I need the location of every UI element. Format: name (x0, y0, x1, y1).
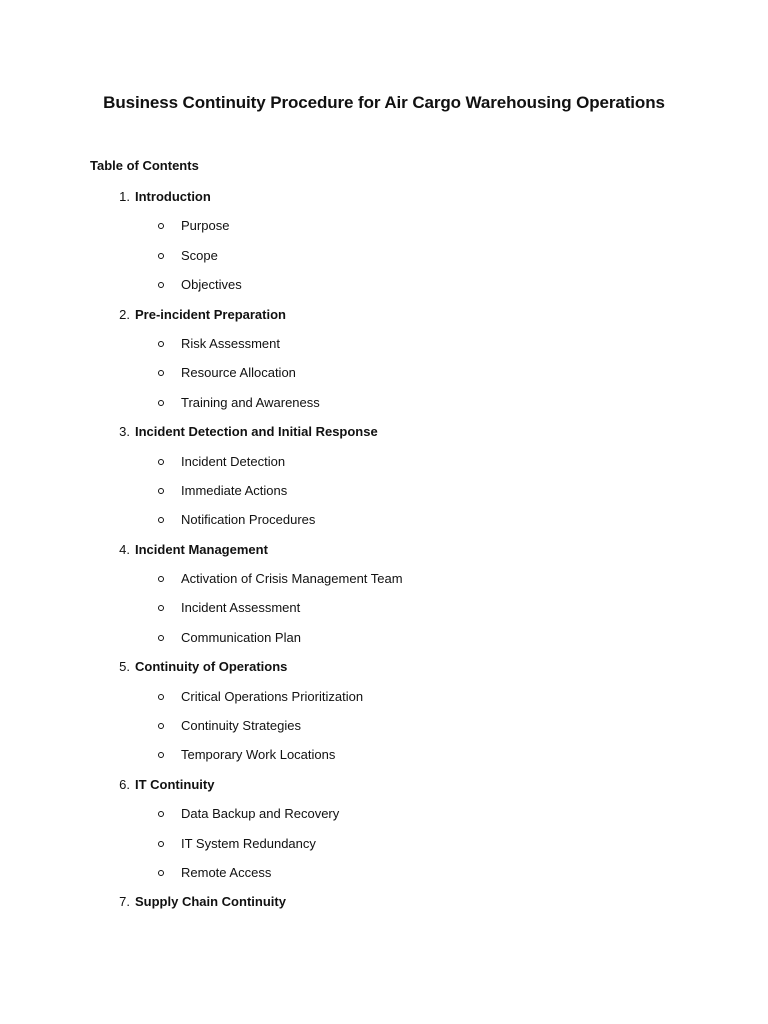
toc-section (0, 652, 768, 681)
toc-section-label: Pre-incident Preparation (135, 306, 286, 322)
toc-section (0, 182, 768, 211)
toc-subitem (0, 505, 768, 534)
document-title: Business Continuity Procedure for Air Cargo Warehousing Operations (103, 93, 665, 112)
hollow-bullet-icon (158, 400, 164, 406)
hollow-bullet-icon (158, 576, 164, 582)
toc-subitem-label: Immediate Actions (181, 482, 288, 498)
toc-subitem-label: Remote Access (181, 864, 272, 880)
toc-subitem (0, 682, 768, 711)
hollow-bullet-icon (158, 253, 164, 259)
toc-section-label: Continuity of Operations (135, 659, 288, 675)
toc-subitem-label: Notification Procedures (181, 512, 316, 528)
toc-subitem (0, 358, 768, 387)
hollow-bullet-icon (158, 341, 164, 347)
toc-subitem-label: Critical Operations Prioritization (181, 688, 364, 704)
toc-subitem (0, 447, 768, 476)
toc-subitem (0, 476, 768, 505)
hollow-bullet-icon (158, 752, 164, 758)
toc-section-number: 5. (119, 659, 130, 675)
toc-section-label: IT Continuity (135, 776, 215, 792)
hollow-bullet-icon (158, 841, 164, 847)
hollow-bullet-icon (158, 694, 164, 700)
hollow-bullet-icon (158, 370, 164, 376)
toc-subitem (0, 711, 768, 740)
toc-section-label: Incident Management (135, 541, 268, 557)
hollow-bullet-icon (158, 723, 164, 729)
hollow-bullet-icon (158, 811, 164, 817)
hollow-bullet-icon (158, 282, 164, 288)
toc-section-number: 2. (119, 306, 130, 322)
toc-section (0, 887, 768, 916)
toc-subitem (0, 388, 768, 417)
toc-section-number: 4. (119, 541, 130, 557)
toc-subitem (0, 799, 768, 828)
toc-section (0, 535, 768, 564)
toc-subitem-label: Activation of Crisis Management Team (181, 571, 403, 587)
toc-section-number: 7. (119, 894, 130, 910)
hollow-bullet-icon (158, 870, 164, 876)
toc-subitem (0, 241, 768, 270)
toc-section (0, 770, 768, 799)
toc-subitem (0, 593, 768, 622)
toc-subitem-label: Incident Assessment (181, 600, 301, 616)
toc-subitem-label: IT System Redundancy (181, 835, 316, 851)
toc-subitem-label: Scope (181, 247, 218, 263)
hollow-bullet-icon (158, 517, 164, 523)
toc-section (0, 417, 768, 446)
toc-subitem (0, 740, 768, 769)
toc-subitem-label: Incident Detection (181, 453, 286, 469)
toc-subitem (0, 858, 768, 887)
toc-subitem-label: Purpose (181, 218, 230, 234)
hollow-bullet-icon (158, 605, 164, 611)
toc-subitem-label: Temporary Work Locations (181, 747, 336, 763)
toc-section-number: 6. (119, 776, 130, 792)
toc-subitem-label: Continuity Strategies (181, 718, 301, 734)
toc-subitem-label: Objectives (181, 277, 242, 293)
toc-subitem (0, 270, 768, 299)
table-of-contents (0, 182, 768, 917)
toc-subitem-label: Communication Plan (181, 629, 301, 645)
toc-section-label: Incident Detection and Initial Response (135, 424, 378, 440)
toc-section-number: 1. (119, 189, 130, 204)
toc-section-number: 3. (119, 424, 130, 440)
hollow-bullet-icon (158, 459, 164, 465)
toc-section-label: Introduction (135, 189, 211, 204)
hollow-bullet-icon (158, 223, 164, 229)
toc-subitem-label: Risk Assessment (181, 335, 280, 351)
toc-heading: Table of Contents (90, 158, 199, 173)
toc-subitem (0, 329, 768, 358)
toc-subitem-label: Resource Allocation (181, 365, 296, 381)
toc-section (0, 300, 768, 329)
toc-subitem (0, 623, 768, 652)
toc-subitem (0, 564, 768, 593)
hollow-bullet-icon (158, 635, 164, 641)
toc-subitem (0, 829, 768, 858)
toc-section-label: Supply Chain Continuity (135, 894, 286, 910)
hollow-bullet-icon (158, 488, 164, 494)
toc-subitem-label: Training and Awareness (181, 394, 320, 410)
toc-subitem-label: Data Backup and Recovery (181, 806, 340, 822)
toc-subitem (0, 211, 768, 240)
